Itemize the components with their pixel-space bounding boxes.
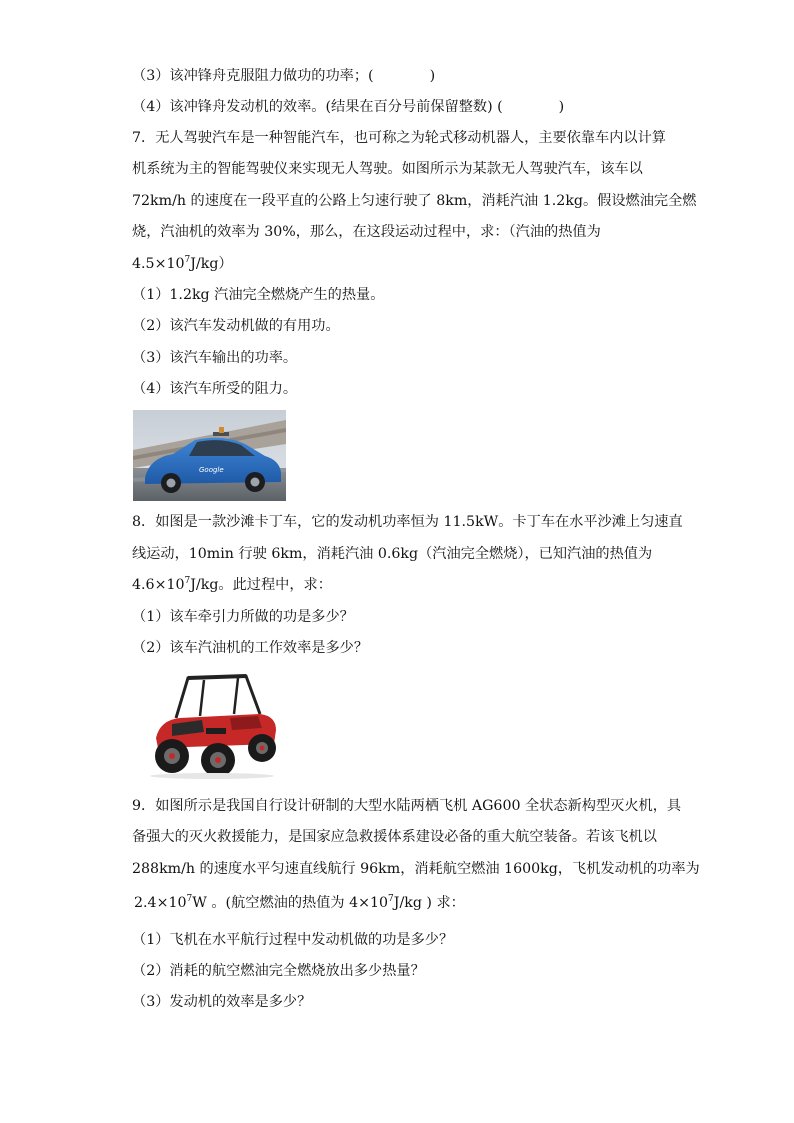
q7-line-2: 机系统为主的智能驾驶仪来实现无人驾驶。如图所示为某款无人驾驶汽车，该车以 [132,161,643,177]
q9-power-exponent: 7 [186,894,193,904]
q9-fuel-heat-text: W 。(航空燃油的热值为 4×10 [192,895,389,911]
q8-heat-exponent: 7 [184,576,191,586]
q8-line-2: 线运动，10min 行驶 6km，消耗汽油 0.6kg（汽油完全燃烧），已知汽油的热值为 [132,546,653,562]
q9-fuel-heat-exponent: 7 [388,894,394,904]
q6-sub3-text: （3）该冲锋舟克服阻力做功的功率；( [132,68,374,84]
q8-sub1: （1）该车牵引力所做的功是多少？ [132,609,354,625]
q6-sub4-close: ) [558,99,565,115]
q6-sub3-close: ) [429,68,436,84]
self-driving-car-image [133,410,286,501]
q9-line-3: 288km/h 的速度水平匀速直线航行 96km，消耗航空燃油 1600kg，飞机发动机的功率为 [132,861,700,877]
q9-fuel-heat-unit: J/kg ) 求： [393,895,465,911]
q7-heat-value: 4.5×10 [132,256,185,272]
beach-buggy-image [142,668,282,780]
q7-sub2: （2）该汽车发动机做的有用功。 [132,318,340,334]
google-logo-text: Google [199,466,224,474]
q7-line-3: 72km/h 的速度在一段平直的公路上匀速行驶了 8km，消耗汽油 1.2kg。假设燃油完全燃 [132,193,697,209]
q7-sub4: （4）该汽车所受的阻力。 [132,381,298,397]
q6-sub4 [132,97,564,117]
q7-line-1: 7．无人驾驶汽车是一种智能汽车，也可称之为轮式移动机器人，主要依靠车内以计算 [132,130,666,146]
q9-line-4 [134,893,465,913]
q8-heat-value: 4.6×10 [132,577,185,593]
q9-line-1: 9．如图所示是我国自行设计研制的大型水陆两栖飞机 AG600 全状态新构型灭火机，具 [132,798,682,814]
q9-sub3: （3）发动机的效率是多少？ [132,994,312,1010]
q8-sub2: （2）该车汽油机的工作效率是多少？ [132,640,369,656]
q7-line-4: 烧，汽油机的效率为 30%，那么，在这段运动过程中，求：（汽油的热值为 [132,224,601,240]
q8-line-1: 8．如图是一款沙滩卡丁车，它的发动机功率恒为 11.5kW。卡丁车在水平沙滩上匀速直 [132,514,683,530]
q8-line-3 [132,575,332,595]
q7-heat-unit: J/kg） [190,256,233,272]
q8-heat-unit: J/kg。此过程中，求： [190,577,332,593]
q6-sub3 [132,66,435,86]
q9-sub2: （2）消耗的航空燃油完全燃烧放出多少热量？ [132,963,425,979]
q7-sub1: （1）1.2kg 汽油完全燃烧产生的热量。 [132,287,385,303]
q7-line-5 [132,254,233,274]
q7-heat-exponent: 7 [184,255,191,265]
q9-sub1: （1）飞机在水平航行过程中发动机做的功是多少？ [132,932,454,948]
q6-sub4-text: （4）该冲锋舟发动机的效率。(结果在百分号前保留整数) ( [132,99,503,115]
q7-sub3: （3）该汽车输出的功率。 [132,350,298,366]
q9-line-2: 备强大的灭火救援能力，是国家应急救援体系建设必备的重大航空装备。若该飞机以 [132,829,657,845]
q9-power-value: 2.4×10 [134,895,187,911]
